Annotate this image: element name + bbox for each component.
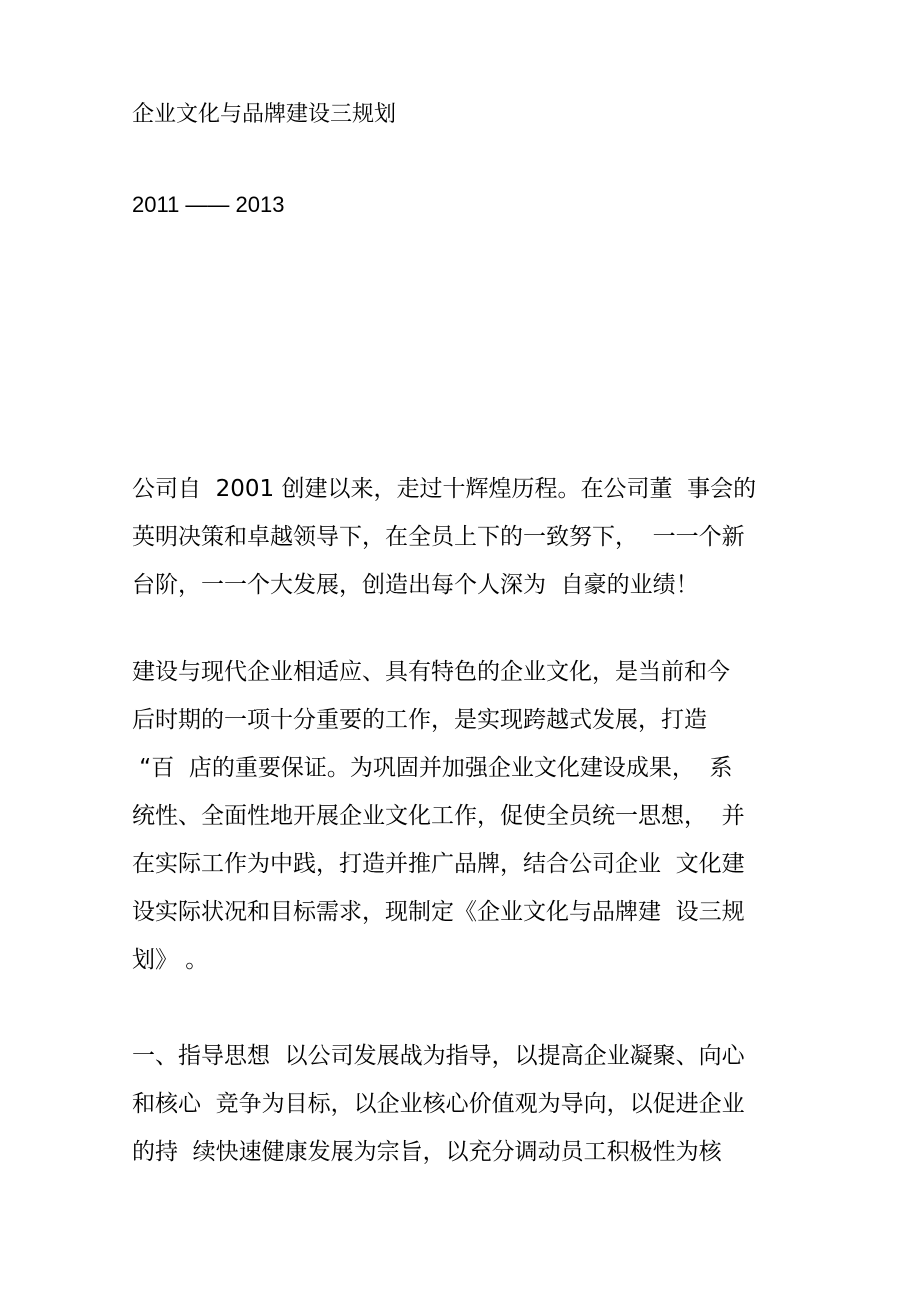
guiding-ideology-line: 和核心 竞争为目标，以企业核心价值观为导向，以促进企业 bbox=[132, 1091, 745, 1117]
document-years: 2011 —— 2013 bbox=[132, 192, 285, 217]
intro-paragraph-line: 英明决策和卓越领导下，在全员上下的一致努下， 一一个新 bbox=[132, 524, 745, 550]
culture-paragraph-line: 设实际状况和目标需求，现制定《企业文化与品牌建 设三规 bbox=[132, 899, 745, 925]
culture-paragraph-line: 统性、全面性地开展企业文化工作，促使全员统一思想， 并 bbox=[132, 803, 745, 829]
guiding-ideology-line: 的持 续快速健康发展为宗旨，以充分调动员工积极性为核 bbox=[132, 1139, 722, 1165]
document-title: 企业文化与品牌建设三规划 bbox=[132, 102, 397, 127]
culture-paragraph-line: 划》 。 bbox=[132, 947, 209, 973]
culture-paragraph-line: “百 店的重要保证。为巩固并加强企业文化建设成果， 系 bbox=[132, 755, 733, 781]
culture-paragraph-line: 后时期的一项十分重要的工作，是实现跨越式发展，打造 bbox=[132, 707, 707, 733]
intro-paragraph-line: 台阶，一一个大发展，创造出每个人深为 自豪的业绩！ bbox=[132, 572, 699, 598]
culture-paragraph-line: 在实际工作为中践，打造并推广品牌，结合公司企业 文化建 bbox=[132, 851, 745, 877]
intro-paragraph-line: 公司自 2001 创建以来，走过十辉煌历程。在公司董 事会的 bbox=[132, 476, 757, 502]
culture-paragraph-line: 建设与现代企业相适应、具有特色的企业文化，是当前和今 bbox=[132, 659, 730, 685]
guiding-ideology-line: 一、指导思想 以公司发展战为指导，以提高企业凝聚、向心 bbox=[132, 1043, 745, 1069]
